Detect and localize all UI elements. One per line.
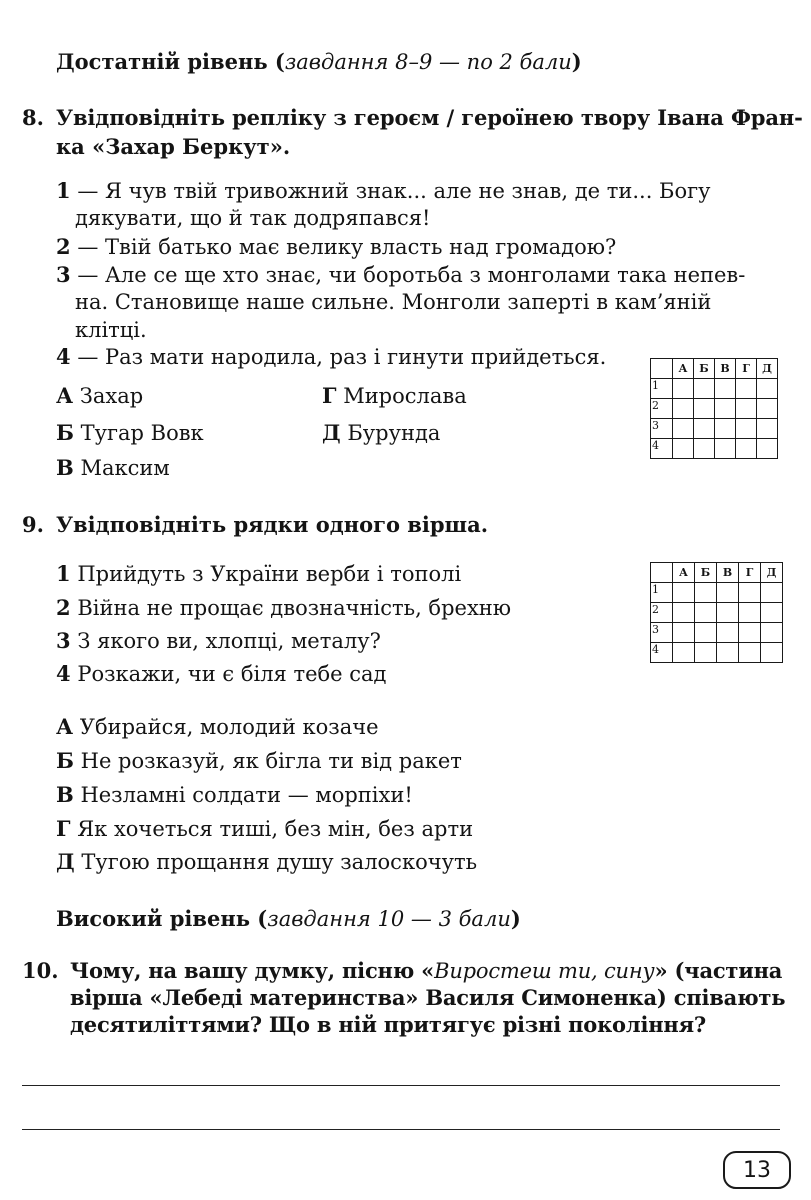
- grid-header-row: [651, 359, 778, 379]
- option-letter: Г: [322, 383, 337, 408]
- answer-cell[interactable]: [757, 439, 778, 459]
- option-letter: Д: [322, 420, 341, 445]
- answer-cell[interactable]: [695, 623, 717, 643]
- answer-cell[interactable]: [739, 583, 761, 603]
- grid-row: [651, 583, 783, 603]
- option-text: Тугою прощання душу залоскочуть: [81, 850, 478, 874]
- answer-cell[interactable]: [736, 439, 757, 459]
- line-number: 3: [56, 628, 71, 653]
- answer-cell[interactable]: [761, 623, 783, 643]
- grid-col-label: Б: [694, 359, 715, 379]
- level-title: Високий рівень: [56, 906, 250, 931]
- level-note: завдання 10 — 3 бали: [267, 907, 511, 931]
- task-8-quote-1: [56, 178, 710, 204]
- grid-row: [651, 419, 778, 439]
- answer-cell[interactable]: [757, 399, 778, 419]
- option-text: Максим: [80, 456, 170, 480]
- line-text: З якого ви, хлопці, металу?: [77, 629, 381, 653]
- task-8-quote-2: [56, 234, 616, 260]
- option-letter: А: [56, 383, 74, 408]
- answer-cell[interactable]: [673, 583, 695, 603]
- grid-header-row: [651, 563, 783, 583]
- answer-cell[interactable]: [694, 399, 715, 419]
- answer-cell[interactable]: [694, 379, 715, 399]
- answer-cell[interactable]: [695, 643, 717, 663]
- task-8-quote-1-cont: дякувати, що й так додряпався!: [75, 206, 431, 230]
- grid-row-label: 2: [651, 399, 673, 419]
- answer-cell[interactable]: [761, 603, 783, 623]
- answer-cell[interactable]: [673, 603, 695, 623]
- task-9-line-1: [56, 561, 461, 587]
- grid-col-label: Д: [757, 359, 778, 379]
- answer-cell[interactable]: [715, 379, 736, 399]
- answer-line[interactable]: [22, 1129, 780, 1130]
- grid-row-label: 2: [651, 603, 673, 623]
- grid-col-label: Д: [761, 563, 783, 583]
- task-8-question-line1: Увідповідніть репліку з героєм / героїнею твору Івана Фран-: [56, 105, 803, 130]
- quote-text: — Але се ще хто знає, чи боротьба з монголами така непев-: [77, 263, 746, 287]
- grid-row: [651, 643, 783, 663]
- task-8-option-d: [322, 420, 440, 446]
- grid-corner: [651, 563, 673, 583]
- task-9-line-3: [56, 628, 381, 654]
- quote-number: 4: [56, 344, 71, 369]
- grid-corner: [651, 359, 673, 379]
- line-text: Війна не прощає двозначність, брехню: [77, 596, 512, 620]
- option-text: Не розказуй, як бігла ти від ракет: [80, 749, 462, 773]
- line-text: Розкажи, чи є біля тебе сад: [77, 662, 387, 686]
- answer-cell[interactable]: [715, 439, 736, 459]
- option-text: Убирайся, молодий козаче: [79, 715, 379, 739]
- task-8-option-g: [322, 383, 467, 409]
- quote-text: — Твій батько має велику власть над громадою?: [77, 235, 617, 259]
- task-9-option-b: [56, 748, 462, 774]
- task-9-option-d: [56, 849, 477, 875]
- answer-cell[interactable]: [717, 643, 739, 663]
- task-10-number: 10.: [22, 958, 59, 983]
- task-8-answer-grid: [650, 358, 778, 459]
- option-letter: Б: [56, 420, 74, 445]
- option-text: Як хочеться тиші, без мін, без арти: [77, 817, 474, 841]
- line-number: 1: [56, 561, 71, 586]
- task-9-line-2: [56, 595, 511, 621]
- answer-cell[interactable]: [673, 623, 695, 643]
- option-text: Захар: [79, 384, 144, 408]
- answer-cell[interactable]: [739, 643, 761, 663]
- answer-cell[interactable]: [695, 603, 717, 623]
- option-text: Мирослава: [343, 384, 467, 408]
- task-9-option-a: [56, 714, 379, 740]
- task-10-question-line1: [70, 958, 782, 984]
- answer-cell[interactable]: [757, 419, 778, 439]
- answer-cell[interactable]: [694, 419, 715, 439]
- task-8-option-a: [56, 383, 143, 409]
- answer-cell[interactable]: [695, 583, 717, 603]
- quote-number: 1: [56, 178, 71, 203]
- answer-cell[interactable]: [736, 379, 757, 399]
- task-10-question-line3: десятиліттями? Що в ній притягує різні покоління?: [70, 1012, 706, 1037]
- grid-row-label: 1: [651, 379, 673, 399]
- answer-cell[interactable]: [717, 603, 739, 623]
- answer-line[interactable]: [22, 1085, 780, 1086]
- level-heading-sufficient: [56, 49, 582, 75]
- line-text: Прийдуть з України верби і тополі: [77, 562, 462, 586]
- option-text: Бурунда: [347, 421, 441, 445]
- level-heading-high: [56, 906, 521, 932]
- answer-cell[interactable]: [715, 399, 736, 419]
- task-8-question-line2: ка «Захар Беркут».: [56, 134, 291, 159]
- grid-col-label: В: [717, 563, 739, 583]
- task-9-option-v: [56, 782, 413, 808]
- answer-cell[interactable]: [673, 439, 694, 459]
- paren-close: ): [571, 49, 582, 74]
- grid-col-label: А: [673, 563, 695, 583]
- grid-row-label: 4: [651, 439, 673, 459]
- task-10-question-line2: вірша «Лебеді материнства» Василя Симоненка) співають: [70, 985, 786, 1010]
- answer-cell[interactable]: [757, 379, 778, 399]
- grid-row: [651, 439, 778, 459]
- task-8-option-v: [56, 455, 170, 481]
- option-letter: В: [56, 782, 74, 807]
- level-note: завдання 8–9 — по 2 бали: [284, 50, 572, 74]
- grid-row: [651, 399, 778, 419]
- option-letter: А: [56, 714, 74, 739]
- grid-row: [651, 603, 783, 623]
- option-letter: Г: [56, 816, 71, 841]
- question-text: » (частина: [654, 958, 783, 983]
- answer-cell[interactable]: [715, 419, 736, 439]
- answer-cell[interactable]: [717, 623, 739, 643]
- answer-cell[interactable]: [761, 583, 783, 603]
- quote-number: 3: [56, 262, 71, 287]
- answer-cell[interactable]: [717, 583, 739, 603]
- grid-col-label: А: [673, 359, 694, 379]
- task-9-answer-grid: [650, 562, 783, 663]
- answer-cell[interactable]: [736, 419, 757, 439]
- answer-cell[interactable]: [739, 603, 761, 623]
- grid-col-label: В: [715, 359, 736, 379]
- paren-open: (: [267, 49, 285, 74]
- grid-row-label: 1: [651, 583, 673, 603]
- grid-row: [651, 623, 783, 643]
- answer-cell[interactable]: [694, 439, 715, 459]
- answer-cell[interactable]: [761, 643, 783, 663]
- task-8-quote-4: [56, 344, 606, 370]
- task-8-quote-3-cont2: клітці.: [75, 318, 147, 342]
- task-9-option-g: [56, 816, 473, 842]
- option-letter: Б: [56, 748, 74, 773]
- paren-close: ): [510, 906, 521, 931]
- option-text: Незламні солдати — морпіхи!: [80, 783, 413, 807]
- line-number: 2: [56, 595, 71, 620]
- task-8-quote-3-cont1: на. Становище наше сильне. Монголи заперті в кам’яній: [75, 290, 712, 314]
- grid-col-label: Г: [739, 563, 761, 583]
- question-text: Чому, на вашу думку, пісню «: [70, 958, 435, 983]
- grid-row-label: 3: [651, 419, 673, 439]
- grid-row-label: 4: [651, 643, 673, 663]
- task-9-number: 9.: [22, 512, 44, 537]
- grid-col-label: Г: [736, 359, 757, 379]
- level-title: Достатній рівень: [56, 49, 268, 74]
- quote-text: — Раз мати народила, раз і гинути прийдеться.: [77, 345, 607, 369]
- quote-text: — Я чув твій тривожний знак... але не знав, де ти... Богу: [77, 179, 711, 203]
- task-8-option-b: [56, 420, 204, 446]
- option-text: Тугар Вовк: [80, 421, 204, 445]
- answer-cell[interactable]: [673, 419, 694, 439]
- answer-cell[interactable]: [739, 623, 761, 643]
- option-letter: В: [56, 455, 74, 480]
- line-number: 4: [56, 661, 71, 686]
- quote-number: 2: [56, 234, 71, 259]
- song-title: Виростеш ти, сину: [434, 959, 655, 983]
- task-8-quote-3: [56, 262, 745, 288]
- answer-cell[interactable]: [673, 379, 694, 399]
- page-number: 13: [723, 1151, 791, 1189]
- paren-open: (: [249, 906, 268, 931]
- task-8-number: 8.: [22, 105, 44, 130]
- answer-cell[interactable]: [673, 399, 694, 419]
- answer-cell[interactable]: [673, 643, 695, 663]
- task-9-question: Увідповідніть рядки одного вірша.: [56, 512, 489, 537]
- answer-cell[interactable]: [736, 399, 757, 419]
- grid-row: [651, 379, 778, 399]
- task-9-line-4: [56, 661, 386, 687]
- grid-col-label: Б: [695, 563, 717, 583]
- grid-row-label: 3: [651, 623, 673, 643]
- option-letter: Д: [56, 849, 75, 874]
